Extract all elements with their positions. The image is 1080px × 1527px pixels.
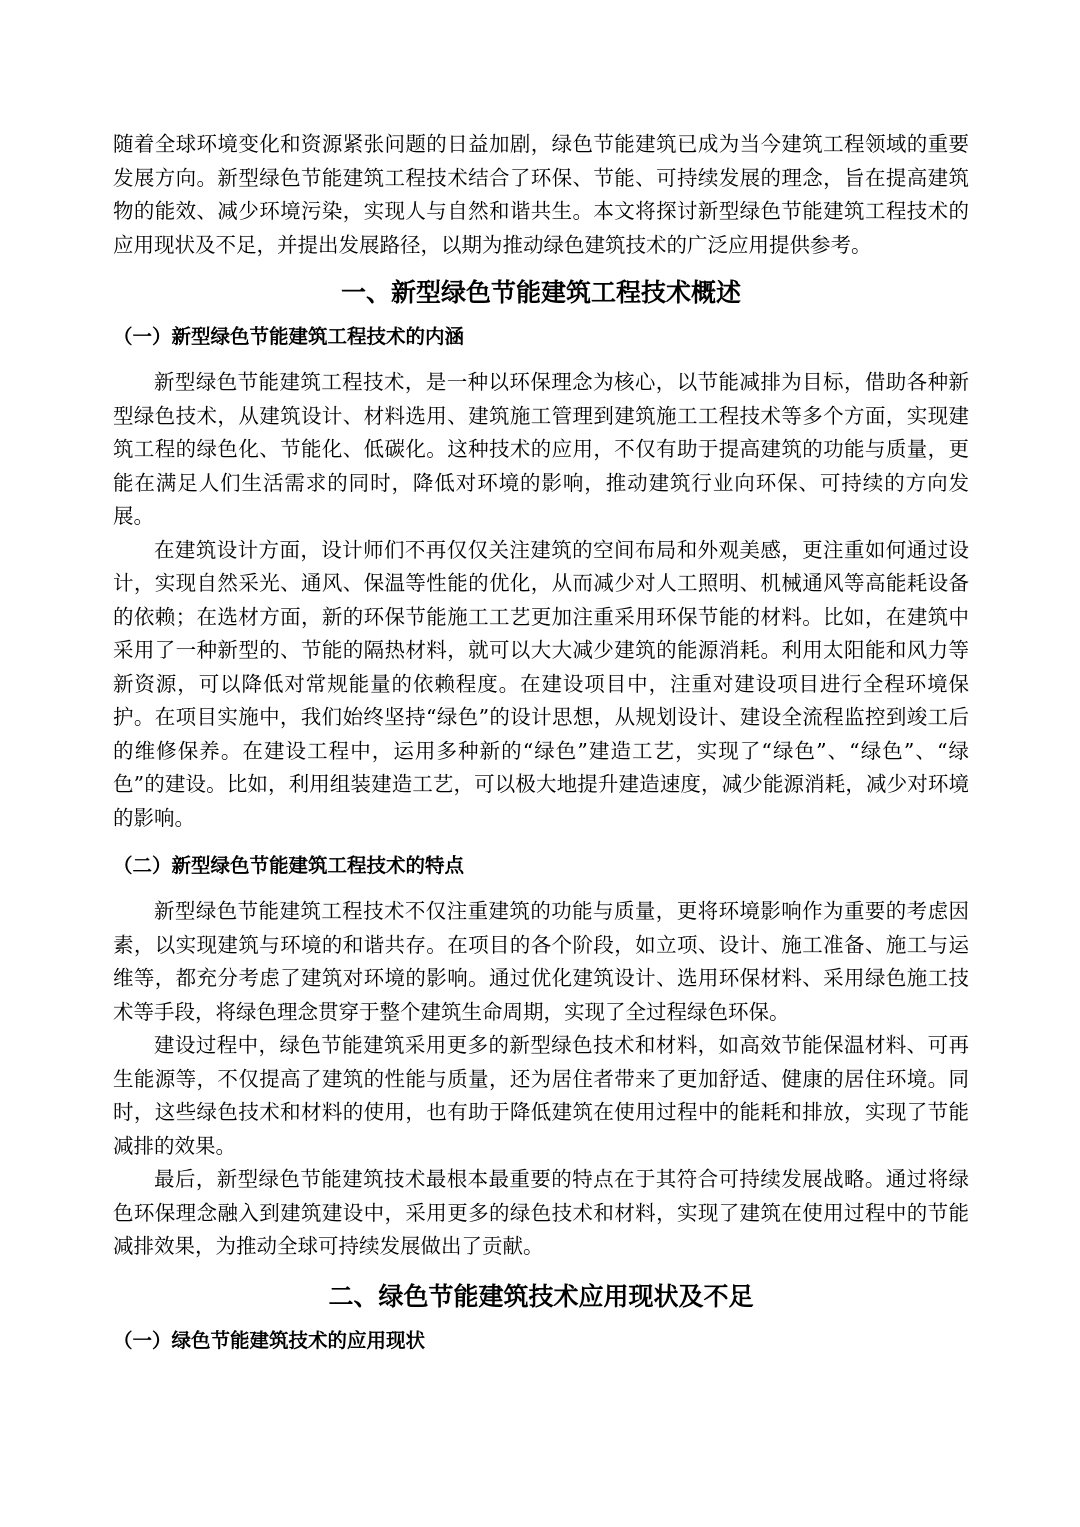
subsection-1-1-heading: （一）新型绿色节能建筑工程技术的内涵 (113, 325, 465, 348)
subsection-2-1-heading: （一）绿色节能建筑技术的应用现状 (113, 1328, 426, 1352)
subsection-1-1-paragraph-2: 在建筑设计方面，设计师们不再仅仅关注建筑的空间布局和外观美感，更注重如何通过设计，实现自然采光、通风、保温等性能的优化，从而减少对人工照明、机械通风等高能耗设备的依赖；在选材方面，新的环保节能施工工艺更加注重采用环保节能的材料。比如，在建筑中采用了一种新型的、节能的隔热材料，就可以大大减少建筑的能源消耗。利用太阳能和风力等新资源，可以降低对常规能量的依赖程度。在建设项目中，注重对建设项目进行全程环境保护。在项目实施中，我们始终坚持“绿色”的设计思想，从规划设计、建设全流程监控到竣工后的维修保养。在建设工程中，运用多种新的“绿色”建造工艺，实现了“绿色”、“绿色”、“绿色”的建设。比如，利用组装建造工艺，可以极大地提升建造速度，减少能源消耗，减少对环境的影响。 (113, 537, 969, 830)
section-2-title: 二、绿色节能建筑技术应用现状及不足 (328, 1281, 754, 1311)
subsection-1-1-paragraph-1: 新型绿色节能建筑工程技术，是一种以环保理念为核心，以节能减排为目标，借助各种新型绿色技术，从建筑设计、材料选用、建筑施工管理到建筑施工工程技术等多个方面，实现建筑工程的绿色化、节能化、低碳化。这种技术的应用，不仅有助于提高建筑的功能与质量，更能在满足人们生活需求的同时，降低对环境的影响，推动建筑行业向环保、可持续的方向发展。 (113, 370, 969, 528)
subsection-1-2-paragraph-1: 新型绿色节能建筑工程技术不仅注重建筑的功能与质量，更将环境影响作为重要的考虑因素，以实现建筑与环境的和谐共存。在项目的各个阶段，如立项、设计、施工准备、施工与运维等，都充分考虑了建筑对环境的影响。通过优化建筑设计、选用环保材料、采用绿色施工技术等手段，将绿色理念贯穿于整个建筑生命周期，实现了全过程绿色环保。 (113, 899, 969, 1024)
subsection-1-2-paragraph-2: 建设过程中，绿色节能建筑采用更多的新型绿色技术和材料，如高效节能保温材料、可再生能源等，不仅提高了建筑的性能与质量，还为居住者带来了更加舒适、健康的居住环境。同时，这些绿色技术和材料的使用，也有助于降低建筑在使用过程中的能耗和排放，实现了节能减排的效果。 (113, 1033, 969, 1158)
section-1-title: 一、新型绿色节能建筑工程技术概述 (340, 278, 741, 307)
subsection-1-2-paragraph-3: 最后，新型绿色节能建筑技术最根本最重要的特点在于其符合可持续发展战略。通过将绿色环保理念融入到建筑建设中，采用更多的绿色技术和材料，实现了建筑在使用过程中的节能减排效果，为推动全球可持续发展做出了贡献。 (113, 1167, 969, 1258)
intro-paragraph: 随着全球环境变化和资源紧张问题的日益加剧，绿色节能建筑已成为当今建筑工程领域的重要发展方向。新型绿色节能建筑工程技术结合了环保、节能、可持续发展的理念，旨在提高建筑物的能效、减少环境污染，实现人与自然和谐共生。本文将探讨新型绿色节能建筑工程技术的应用现状及不足，并提出发展路径，以期为推动绿色建筑技术的广泛应用提供参考。 (113, 132, 969, 257)
subsection-1-2-heading: （二）新型绿色节能建筑工程技术的特点 (113, 854, 465, 877)
document-body (113, 128, 969, 1356)
